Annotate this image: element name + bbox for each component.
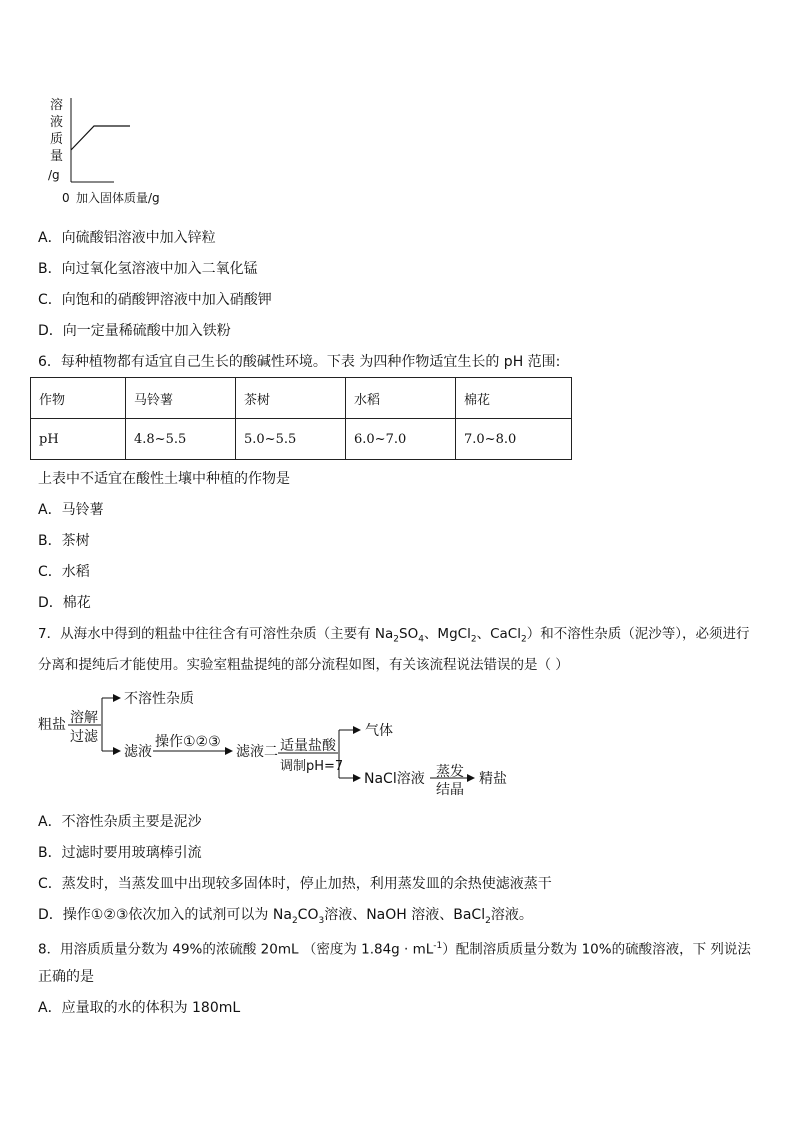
subscript: 2 xyxy=(393,634,399,645)
q8-stem-line1 xyxy=(38,936,751,960)
flow-insoluble: 不溶性杂质 xyxy=(124,691,194,707)
solution-mass-graph xyxy=(40,92,200,212)
table-header-row xyxy=(31,378,572,419)
flow-nacl: NaCl溶液 xyxy=(364,771,425,787)
q7-option-d xyxy=(38,905,533,931)
flow-acid: 适量盐酸 xyxy=(280,738,336,754)
flow-filtrate2: 滤液二 xyxy=(236,744,278,760)
q7-option-c: C．蒸发时，当蒸发皿中出现较多固体时，停止加热，利用蒸发皿的余热使滤液蒸干 xyxy=(38,876,552,892)
table-header-cell: 马铃薯 xyxy=(126,378,236,419)
table-header-cell: 茶树 xyxy=(236,378,346,419)
graph-origin: 0 xyxy=(62,191,70,205)
q6-option-b: B．茶树 xyxy=(38,533,90,549)
q6-option-c: C．水稻 xyxy=(38,564,90,580)
q5-option-b: B．向过氧化氢溶液中加入二氧化锰 xyxy=(38,261,258,277)
q5-option-d: D．向一定量稀硫酸中加入铁粉 xyxy=(38,323,231,339)
flow-adjust: 调制pH=7 xyxy=(280,759,344,774)
table-cell: 6.0~7.0 xyxy=(346,419,456,460)
table-row xyxy=(31,419,572,460)
q8-stem-part: 8．用溶质质量分数为 49%的浓硫酸 20mL （密度为 1.84g · mL xyxy=(38,941,434,958)
q7-option-d-part: CO xyxy=(297,907,319,923)
subscript: 2 xyxy=(470,634,477,645)
q7-option-a: A．不溶性杂质主要是泥沙 xyxy=(38,814,202,830)
table-cell: pH xyxy=(31,419,126,460)
q7-stem-part: SO xyxy=(399,626,419,642)
flow-gas: 气体 xyxy=(365,723,393,739)
q6-option-d: D．棉花 xyxy=(38,595,91,611)
q7-stem-line1 xyxy=(38,624,749,650)
flow-crystal: 结晶 xyxy=(436,782,464,798)
q7-option-d-part: D．操作①②③依次加入的试剂可以为 Na xyxy=(38,907,292,923)
ph-range-table xyxy=(30,377,572,460)
q5-option-c: C．向饱和的硝酸钾溶液中加入硝酸钾 xyxy=(38,292,272,308)
subscript: 2 xyxy=(520,634,527,645)
table-header-cell: 作物 xyxy=(31,378,126,419)
flow-crude-salt: 粗盐 xyxy=(38,717,66,733)
q7-stem-line2: 分离和提纯后才能使用。实验室粗盐提纯的部分流程如图，有关该流程说法错误的是（ ） xyxy=(38,657,569,673)
q6-stem: 6．每种植物都有适宜自己生长的酸碱性环境。下表 为四种作物适宜生长的 pH 范围: xyxy=(38,354,561,370)
superscript: -1 xyxy=(433,941,443,951)
q6-question: 上表中不适宜在酸性土壤中种植的作物是 xyxy=(38,471,290,487)
q7-option-b: B．过滤时要用玻璃棒引流 xyxy=(38,845,202,861)
flow-operation: 操作①②③ xyxy=(155,734,221,750)
q7-stem-part: 7．从海水中得到的粗盐中往往含有可溶性杂质（主要有 Na xyxy=(38,626,394,642)
graph-ylabel-char: /g xyxy=(48,168,60,182)
flow-evap: 蒸发 xyxy=(436,764,464,780)
table-cell: 5.0~5.5 xyxy=(236,419,346,460)
graph-ylabel-char: 质 xyxy=(50,132,64,147)
table-header-cell: 水稻 xyxy=(346,378,456,419)
graph-ylabel-char: 量 xyxy=(50,149,64,164)
q7-option-d-part: 溶液、NaOH 溶液、BaCl xyxy=(324,907,486,923)
graph-curve xyxy=(71,126,130,150)
q7-stem-part: 、CaCl xyxy=(476,626,521,642)
graph-ylabel-char: 液 xyxy=(50,115,64,130)
q8-option-a: A．应量取的水的体积为 180mL xyxy=(38,1000,241,1016)
table-header-cell: 棉花 xyxy=(456,378,572,419)
flow-filtrate: 滤液 xyxy=(124,744,152,760)
table-cell: 4.8~5.5 xyxy=(126,419,236,460)
flow-filter: 过滤 xyxy=(70,729,98,745)
graph-xlabel: 加入固体质量/g xyxy=(76,191,160,205)
q7-stem-part: ）和不溶性杂质（泥沙等），必须进行 xyxy=(526,626,750,642)
subscript: 2 xyxy=(291,915,298,926)
q5-option-a: A．向硫酸铝溶液中加入锌粒 xyxy=(38,230,216,246)
salt-purification-flowchart xyxy=(38,688,538,803)
subscript: 3 xyxy=(318,915,325,926)
flow-product: 精盐 xyxy=(479,771,507,787)
q8-stem-line2: 正确的是 xyxy=(38,969,94,985)
q8-stem-part: ）配制溶质质量分数为 10%的硫酸溶液，下 列说法 xyxy=(442,941,751,958)
q7-option-d-part: 溶液。 xyxy=(490,907,533,923)
graph-ylabel-char: 溶 xyxy=(50,98,64,113)
subscript: 2 xyxy=(485,915,491,926)
flow-dissolve: 溶解 xyxy=(70,710,98,726)
q6-option-a: A．马铃薯 xyxy=(38,502,104,518)
q7-stem-part: 、MgCl xyxy=(423,626,471,642)
subscript: 4 xyxy=(418,634,424,645)
table-cell: 7.0~8.0 xyxy=(456,419,572,460)
